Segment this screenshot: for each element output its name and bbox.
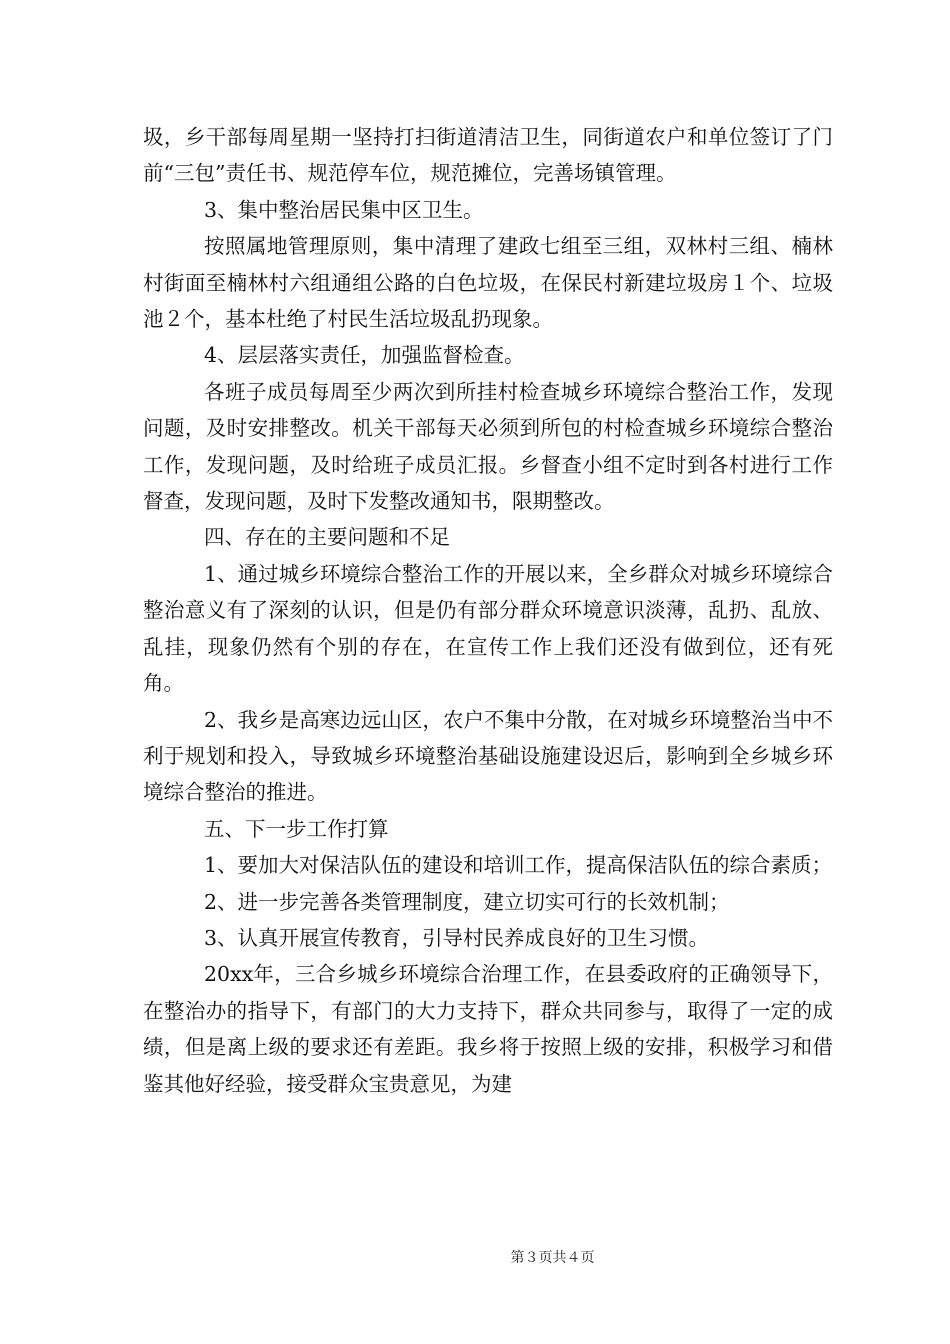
list-item: 1、要加大对保洁队伍的建设和培训工作，提高保洁队伍的综合素质；: [204, 853, 833, 878]
paragraph: 圾，乡干部每周星期一坚持打扫街道清洁卫生，同街道农户和单位签订了门前“三包”责任书、规范停车位，规范摊位，完善场镇管理。: [143, 125, 833, 186]
page-number-footer: 第３页共４页: [510, 1250, 595, 1266]
document-body: [143, 119, 833, 1102]
list-item: 3、认真开展宣传教育，引导村民养成良好的卫生习惯。: [204, 925, 710, 950]
section-heading: 五、下一步工作打算: [204, 816, 389, 841]
paragraph: 各班子成员每周至少两次到所挂村检查城乡环境综合整治工作，发现问题，及时安排整改。机关干部每天必须到所包的村检查城乡环境综合整治工作，发现问题，及时给班子成员汇报。乡督查小组不定时到各村进行工作督查，发现问题，及时下发整改通知书，限期整改。: [143, 379, 833, 514]
section-heading: 四、存在的主要问题和不足: [204, 525, 450, 550]
paragraph: 20xx年，三合乡城乡环境综合治理工作，在县委政府的正确领导下，在整治办的指导下，有部门的大力支持下，群众共同参与，取得了一定的成绩，但是离上级的要求还有差距。我乡将于按照上级的安排，积极学习和借鉴其他好经验，接受群众宝贵意见，为建: [143, 962, 833, 1096]
section-item-heading: 4、层层落实责任，加强监督检查。: [204, 343, 525, 368]
paragraph: 1、通过城乡环境综合整治工作的开展以来，全乡群众对城乡环境综合整治意义有了深刻的认识，但是仍有部分群众环境意识淡薄，乱扔、乱放、乱挂，现象仍然有个别的存在，在宣传工作上我们还没有做到位，还有死角。: [143, 561, 833, 696]
list-item: 2、进一步完善各类管理制度，建立切实可行的长效机制；: [204, 889, 730, 914]
paragraph: 按照属地管理原则，集中清理了建政七组至三组，双林村三组、楠林村街面至楠林村六组通组公路的白色垃圾，在保民村新建垃圾房１个、垃圾池２个，基本杜绝了村民生活垃圾乱扔现象。: [143, 234, 833, 332]
paragraph: 2、我乡是高寒边远山区，农户不集中分散，在对城乡环境整治当中不利于规划和投入，导致城乡环境整治基础设施建设迟后，影响到全乡城乡环境综合整治的推进。: [143, 707, 833, 805]
section-item-heading: 3、集中整治居民集中区卫生。: [204, 197, 484, 222]
